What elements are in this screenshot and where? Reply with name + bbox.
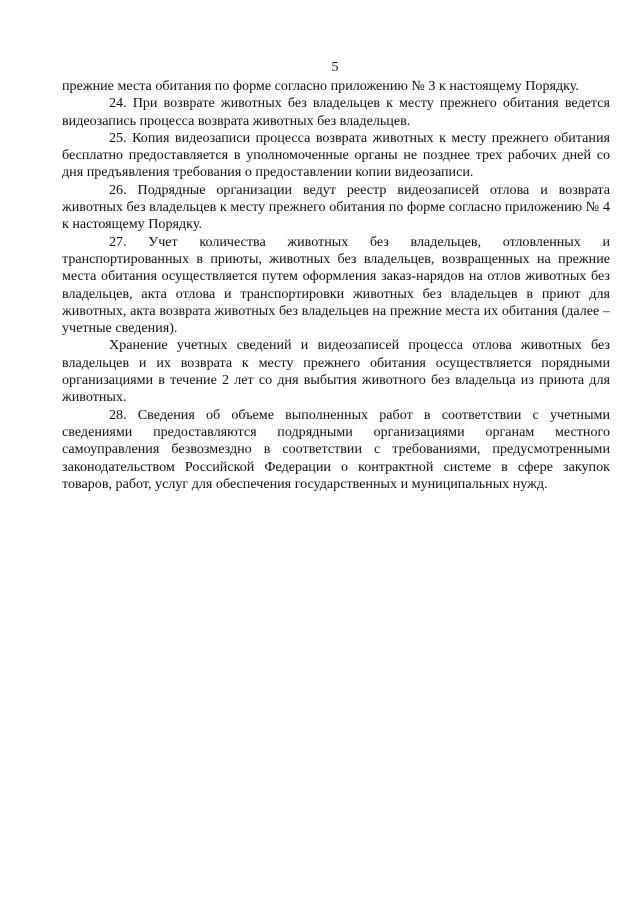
paragraph-24: 24. При возврате животных без владельцев к месту прежнего обитания ведется видеозапись процесса возврата животных без владельцев. <box>62 95 610 129</box>
page-number: 5 <box>331 60 339 75</box>
paragraph-25: 25. Копия видеозаписи процесса возврата животных к месту прежнего обитания бесплатно предоставляется в уполномоченные органы не позднее трех рабочих дней со дня предъявления требования о предоставлении копии видеозаписи. <box>62 129 610 181</box>
paragraph-26: 26. Подрядные организации ведут реестр видеозаписей отлова и возврата животных без владельцев к месту прежнего обитания по форме согласно приложению № 4 к настоящему Порядку. <box>62 181 610 233</box>
document-body <box>62 78 610 493</box>
paragraph-continuation: прежние места обитания по форме согласно приложению № 3 к настоящему Порядку. <box>62 78 579 94</box>
paragraph-storage: Хранение учетных сведений и видеозаписей процесса отлова животных без владельцев и их возврата к месту прежнего обитания осуществляется порядными организациями в течение 2 лет со дня выбытия животного без владельца из приюта для животных. <box>62 337 610 406</box>
paragraph-27: 27. Учет количества животных без владельцев, отловленных и транспортированных в приюты, животных без владельцев, возвращенных на прежние места обитания осуществляется путем оформления заказ-нарядов на отлов животных без владельцев, акта отлова и транспортировки животных без владельцев в приют для животных, акта возврата животных без владельцев на прежние места их обитания (далее – учетные сведения). <box>62 233 610 337</box>
paragraph-28: 28. Сведения об объеме выполненных работ в соответствии с учетными сведениями предоставляются подрядными организациями органам местного самоуправления безвозмездно в соответствии с требованиями, предусмотренными законодательством Российской Федерации о контрактной системе в сфере закупок товаров, работ, услуг для обеспечения государственных и муниципальных нужд. <box>62 406 610 492</box>
